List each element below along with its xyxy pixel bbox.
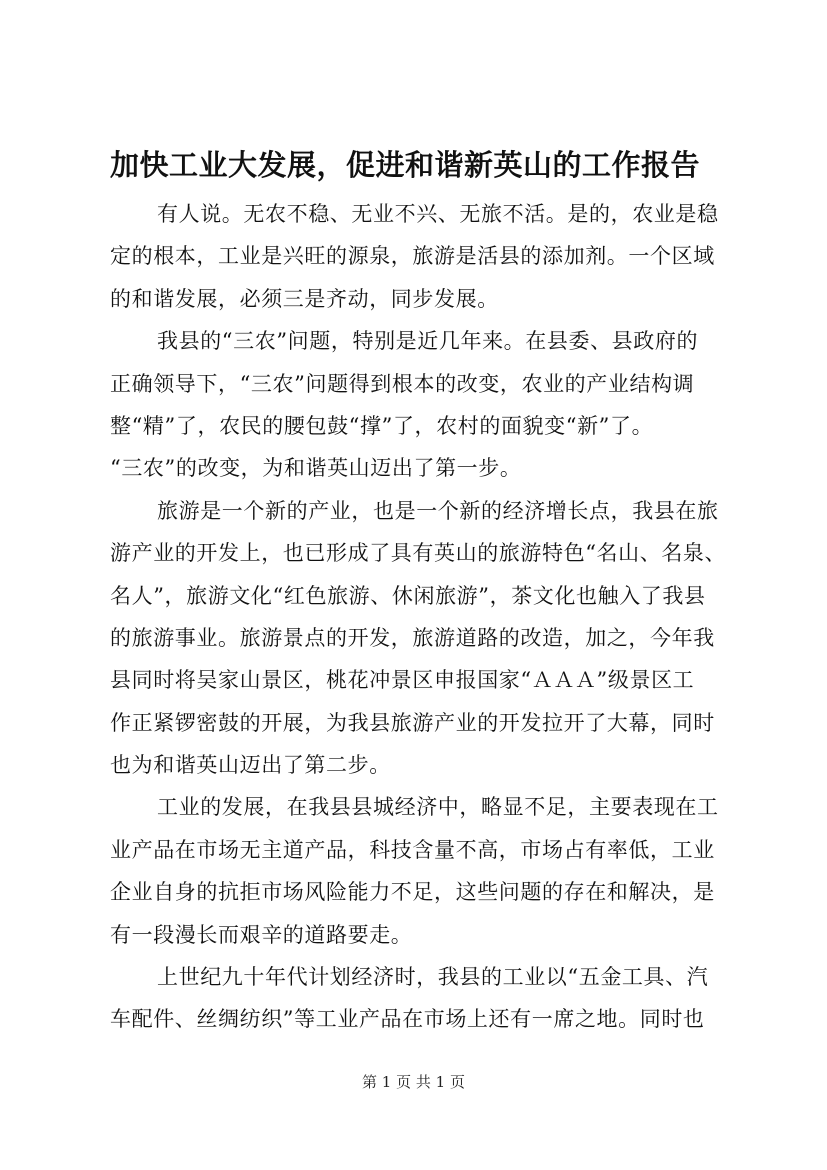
- text-line: 整“精”了，农民的腰包鼓“撑”了，农村的面貌变“新”了。: [110, 413, 654, 438]
- text-line: 有一段漫长而艰辛的道路要走。: [110, 922, 413, 947]
- text-line: 县同时将吴家山景区，桃花冲景区申报国家“ＡＡＡ”级景区工: [110, 668, 695, 693]
- text-line: 的旅游事业。旅游景点的开发，旅游道路的改造，加之，今年我: [110, 625, 715, 650]
- document-body: [110, 193, 732, 1041]
- text-line: 名人”，旅游文化“红色旅游、休闲旅游”，茶文化也触入了我县: [110, 583, 706, 608]
- text-line: 也为和谐英山迈出了第二步。: [110, 753, 391, 778]
- page-number-footer: 第 1 页 共 1 页: [362, 1073, 465, 1091]
- document-title: 加快工业大发展，促进和谐新英山的工作报告: [110, 148, 701, 182]
- text-line: 我县的“三农”问题，特别是近几年来。在县委、县政府的: [157, 329, 699, 354]
- text-line: “三农”的改变，为和谐英山迈出了第一步。: [110, 456, 522, 481]
- text-line: 上世纪九十年代计划经济时，我县的工业以“五金工具、汽: [157, 965, 709, 990]
- text-line: 游产业的开发上，也已形成了具有英山的旅游特色“名山、名泉、: [110, 541, 727, 566]
- text-line: 正确领导下，“三农”问题得到根本的改变，农业的产业结构调: [110, 371, 695, 396]
- text-line: 作正紧锣密鼓的开展，为我县旅游产业的开发拉开了大幕，同时: [110, 710, 715, 735]
- text-line: 有人说。无农不稳、无业不兴、无旅不活。是的，农业是稳: [157, 202, 719, 226]
- text-line: 工业的发展，在我县县城经济中，略显不足，主要表现在工: [157, 795, 719, 820]
- text-line: 旅游是一个新的产业，也是一个新的经济增长点，我县在旅: [157, 498, 719, 523]
- text-line: 的和谐发展，必须三是齐动，同步发展。: [110, 286, 499, 311]
- text-line: 企业自身的抗拒市场风险能力不足，这些问题的存在和解决，是: [110, 880, 715, 905]
- text-line: 定的根本，工业是兴旺的源泉，旅游是活县的添加剂。一个区域: [110, 244, 715, 269]
- text-line: 业产品在市场无主道产品，科技含量不高，市场占有率低，工业: [110, 837, 715, 862]
- text-line: 车配件、丝绸纺织”等工业产品在市场上还有一席之地。同时也: [110, 1007, 705, 1032]
